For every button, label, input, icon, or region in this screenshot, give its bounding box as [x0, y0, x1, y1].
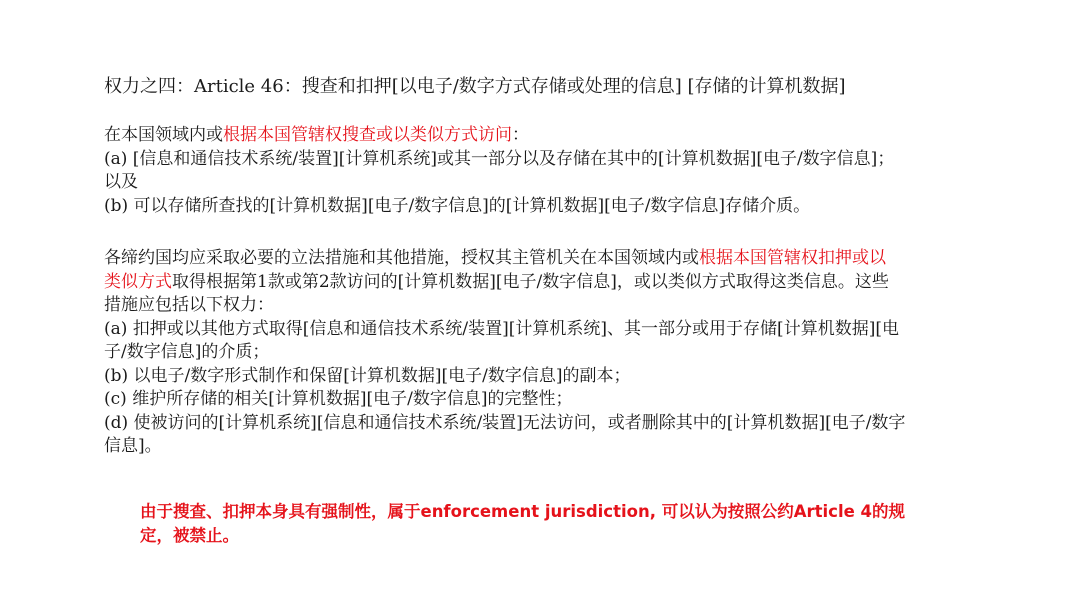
paragraph-2-text-2: 取得根据第1款或第2款访问的[计算机数据][电子/数字信息]，或以类似方式取得这类信息。这些 [172, 271, 889, 292]
paragraph-2-line-1 [104, 247, 1039, 271]
item-b-copy: (b) 以电子/数字形式制作和保留[计算机数据][电子/数字信息]的副本； [104, 365, 631, 386]
conjunction-and: 以及 [104, 172, 138, 192]
item-d-render-inaccessible: (d) 使被访问的[计算机系统][信息和通信技术系统/装置]无法访问，或者删除其中的[计算机数据][电子/数字 [104, 412, 906, 433]
item-d-render-inaccessible-cont: 信息]。 [104, 436, 162, 456]
item-a-systems: (a) [信息和通信技术系统/装置][计算机系统]或其一部分以及存储在其中的[计算机数据][电子/数字信息]； [104, 148, 895, 169]
paragraph-1-line-1 [104, 124, 1039, 148]
commentary-line-1: 由于搜查、扣押本身具有强制性，属于enforcement jurisdiction, 可以认为按照公约Article 4的规 [140, 502, 906, 521]
paragraph-1-colon: ： [512, 125, 529, 145]
article-paragraph-1 [104, 124, 1039, 218]
highlight-seize-part-1: 根据本国管辖权扣押或以 [699, 248, 886, 268]
item-c-integrity: (c) 维护所存储的相关[计算机数据][电子/数字信息]的完整性； [104, 389, 573, 409]
item-a-seize: (a) 扣押或以其他方式取得[信息和通信技术系统/装置][计算机系统]、其一部分或用于存储[计算机数据][电 [104, 318, 899, 339]
highlight-seize-part-2: 类似方式 [104, 271, 172, 292]
highlight-search-access: 根据本国管辖权搜查或以类似方式访问 [223, 125, 512, 145]
item-a-seize-cont: 子/数字信息]的介质； [104, 342, 270, 362]
paragraph-2-text: 各缔约国均应采取必要的立法措施和其他措施，授权其主管机关在本国领域内或 [104, 248, 699, 268]
paragraph-2-line-2 [104, 271, 1039, 295]
paragraph-1-text: 在本国领域内或 [104, 125, 223, 145]
article-paragraph-2 [104, 247, 1039, 459]
commentary-note [140, 500, 1020, 548]
item-b-storage-media: (b) 可以存储所查找的[计算机数据][电子/数字信息]的[计算机数据][电子/数字信息]存储介质。 [104, 195, 811, 216]
page-title: 权力之四：Article 46：搜查和扣押[以电子/数字方式存储或处理的信息] [存储的计算机数据] [104, 76, 846, 97]
commentary-line-2: 定，被禁止。 [140, 526, 239, 545]
paragraph-2-line-3: 措施应包括以下权力： [104, 295, 274, 315]
